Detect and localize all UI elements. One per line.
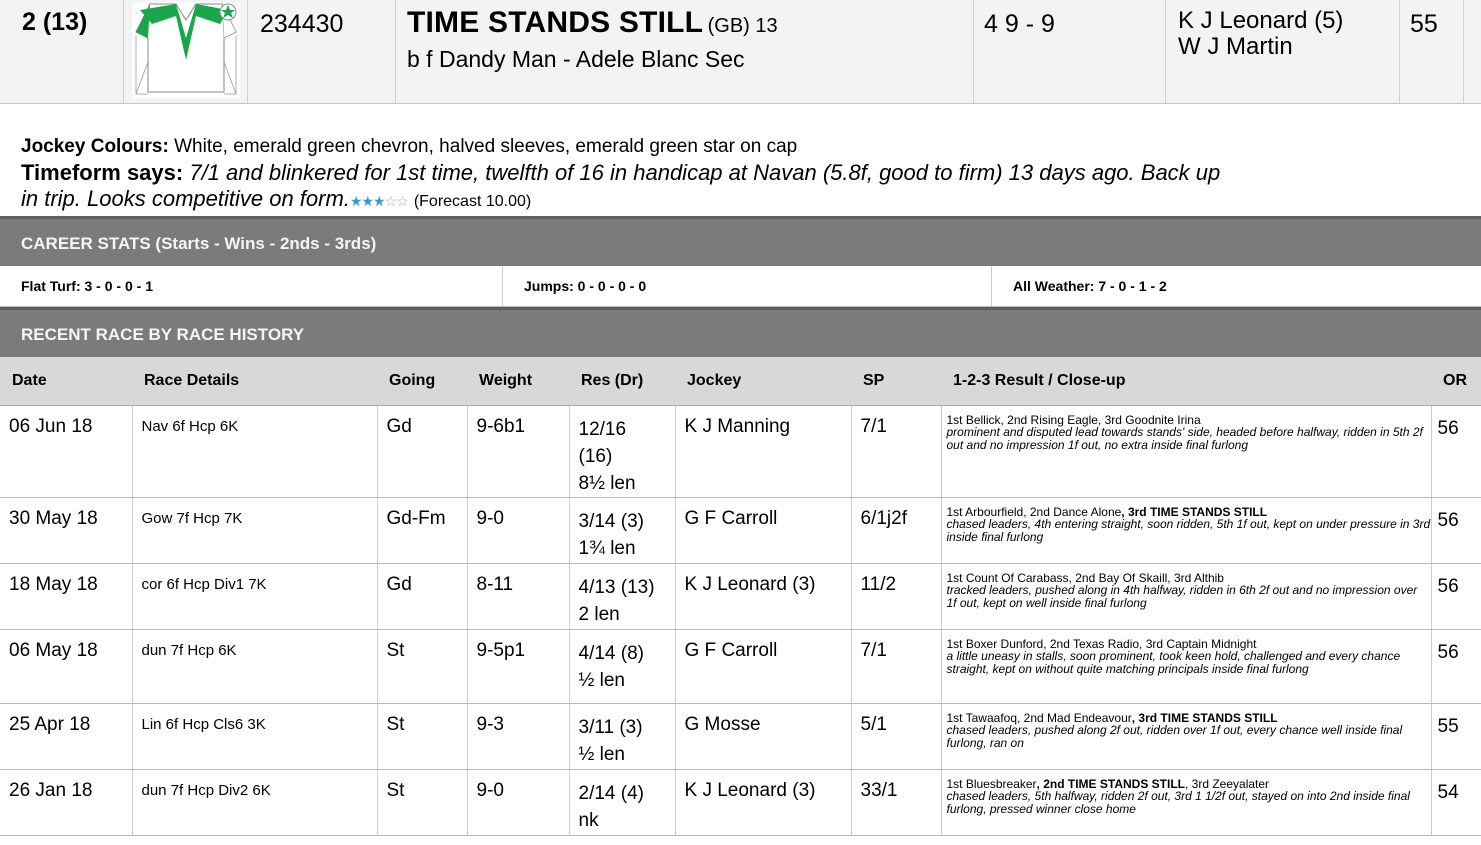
race-official-rating: 56	[1431, 405, 1481, 497]
race-details[interactable]: dun 7f Hcp 6K	[132, 629, 377, 703]
timeform-text-2: in trip. Looks competitive on form.	[21, 186, 350, 211]
runner-header	[0, 0, 1481, 104]
race-details[interactable]: Lin 6f Hcp Cls6 3K	[132, 703, 377, 769]
race-closeup	[941, 769, 1431, 835]
race-going: St	[377, 769, 467, 835]
timeform-text: 7/1 and blinkered for 1st time, twelfth of 16 in handicap at Navan (5.8f, good to firm) 13 days ago. Back up	[183, 160, 1221, 185]
race-jockey[interactable]: K J Leonard (3)	[675, 769, 851, 835]
race-sp: 7/1	[851, 629, 941, 703]
placings-text: 1st Boxer Dunford, 2nd Texas Radio, 3rd Captain Midnight	[946, 636, 1257, 651]
result-detail: nk	[578, 809, 599, 831]
race-jockey[interactable]: G F Carroll	[675, 497, 851, 563]
col-going-header[interactable]: Going	[377, 357, 467, 405]
race-going: Gd	[377, 563, 467, 629]
table-body	[0, 405, 1481, 835]
race-going: Gd-Fm	[377, 497, 467, 563]
race-sp: 6/1j2f	[851, 497, 941, 563]
stat-flat-turf: Flat Turf: 3 - 0 - 0 - 1	[0, 266, 503, 306]
race-details[interactable]: dun 7f Hcp Div2 6K	[132, 769, 377, 835]
race-weight: 9-0	[467, 497, 569, 563]
race-date: 06 Jun 18	[0, 405, 132, 497]
result-detail: 2 len	[578, 603, 620, 625]
race-jockey[interactable]: G Mosse	[675, 703, 851, 769]
race-comment: chased leaders, 5th halfway, ridden 2f out, 3rd 1 1/2f out, stayed on into 2nd inside final furlong, pressed winner close home	[946, 789, 1410, 816]
result-position: 12/16	[578, 418, 627, 440]
race-result	[569, 629, 675, 703]
result-detail: ½ len	[578, 743, 625, 765]
race-closeup	[941, 703, 1431, 769]
race-weight: 9-3	[467, 703, 569, 769]
placings-text: 1st Tawaafoq, 2nd Mad Endeavour	[946, 710, 1132, 725]
race-sp: 11/2	[851, 563, 941, 629]
race-jockey[interactable]: G F Carroll	[675, 629, 851, 703]
runner-info	[0, 104, 1481, 216]
race-jockey[interactable]: K J Leonard (3)	[675, 563, 851, 629]
race-comment: tracked leaders, pushed along in 4th halfway, ridden in 6th 2f out and no impression over 1f out, kept on well inside final furlong	[946, 583, 1418, 610]
col-weight-header[interactable]: Weight	[467, 357, 569, 405]
career-stats-header: CAREER STATS (Starts - Wins - 2nds - 3rds)	[0, 216, 1481, 266]
race-date: 18 May 18	[0, 563, 132, 629]
race-sp: 33/1	[851, 769, 941, 835]
result-detail: 1¾ len	[578, 537, 636, 559]
silk-cell	[124, 0, 248, 103]
race-comment: chased leaders, pushed along 2f out, ridden over 1f out, every chance well inside final furlong, ran on	[946, 723, 1403, 750]
form-figures: 234430	[248, 0, 396, 103]
race-result	[569, 769, 675, 835]
result-position: 3/11 (3)	[578, 716, 643, 738]
result-position: 4/13 (13)	[578, 576, 655, 598]
race-comment: prominent and disputed lead towards stands' side, headed before halfway, ridden in 5th 2f out and no impression 1f out, no extra inside final furlong	[946, 425, 1423, 452]
career-stats	[0, 266, 1481, 307]
race-weight: 8-11	[467, 563, 569, 629]
col-or-header[interactable]: OR	[1431, 357, 1481, 405]
table-row[interactable]	[0, 563, 1481, 629]
result-detail: (16)	[578, 445, 613, 467]
col-result-closeup-header[interactable]: 1-2-3 Result / Close-up	[941, 357, 1431, 405]
race-official-rating: 56	[1431, 497, 1481, 563]
result-position: 3/14 (3)	[578, 510, 644, 532]
horse-breeding: b f Dandy Man - Adele Blanc Sec	[407, 46, 745, 72]
race-date: 26 Jan 18	[0, 769, 132, 835]
table-row[interactable]	[0, 405, 1481, 497]
race-closeup	[941, 497, 1431, 563]
runner-number: 2 (13)	[0, 0, 124, 103]
race-comment: a little uneasy in stalls, soon prominent, took keen hold, challenged and every chance straight, kept on without quite matching principals inside final furlong	[946, 649, 1401, 676]
race-official-rating: 56	[1431, 563, 1481, 629]
official-rating: 55	[1400, 0, 1464, 103]
table-row[interactable]	[0, 629, 1481, 703]
placings-highlight: , 2nd TIME STANDS STILL	[1036, 776, 1185, 791]
race-date: 25 Apr 18	[0, 703, 132, 769]
trainer-name[interactable]: W J Martin	[1178, 33, 1293, 60]
header-spacer	[1464, 0, 1481, 103]
race-comment: chased leaders, 4th entering straight, soon ridden, 5th 1f out, kept on under pressure in 3rd inside final furlong	[946, 517, 1431, 544]
race-result	[569, 563, 675, 629]
horse-country-age: (GB) 13	[707, 15, 778, 37]
result-distance: 8½ len	[578, 472, 636, 494]
race-sp: 5/1	[851, 703, 941, 769]
jockey-trainer-cell	[1166, 0, 1400, 103]
col-race-details-header[interactable]: Race Details	[132, 357, 377, 405]
race-official-rating: 55	[1431, 703, 1481, 769]
race-closeup	[941, 405, 1431, 497]
jockey-colours-label: Jockey Colours:	[21, 136, 169, 157]
age-weight: 4 9 - 9	[974, 0, 1166, 103]
race-closeup	[941, 563, 1431, 629]
timeform-label: Timeform says:	[21, 160, 184, 185]
placings-text: 1st Arbourfield, 2nd Dance Alone	[946, 504, 1122, 519]
race-history-header: RECENT RACE BY RACE HISTORY	[0, 307, 1481, 357]
placings-text: 1st Bellick, 2nd Rising Eagle, 3rd Goodnite Irina	[946, 412, 1201, 427]
jockey-colours-text: White, emerald green chevron, halved sleeves, emerald green star on cap	[168, 136, 798, 157]
race-history-table	[0, 357, 1481, 836]
race-closeup	[941, 629, 1431, 703]
race-jockey[interactable]: K J Manning	[675, 405, 851, 497]
result-position: 2/14 (4)	[578, 782, 644, 804]
col-sp-header[interactable]: SP	[851, 357, 941, 405]
jockey-name[interactable]: K J Leonard (5)	[1178, 7, 1344, 34]
star-rating-icon: ★★★☆☆	[349, 193, 408, 209]
placings-highlight: , 3rd TIME STANDS STILL	[1131, 710, 1278, 725]
race-result	[569, 497, 675, 563]
race-details[interactable]: Nav 6f Hcp 6K	[132, 405, 377, 497]
timeform-says	[21, 160, 1481, 186]
race-going: St	[377, 629, 467, 703]
placings-tail: , 3rd Zeeyalater	[1185, 776, 1270, 791]
race-official-rating: 54	[1431, 769, 1481, 835]
jockey-colours	[21, 134, 1481, 160]
table-row[interactable]	[0, 769, 1481, 835]
forecast-price: (Forecast 10.00)	[413, 193, 532, 210]
result-position: 4/14 (8)	[578, 642, 644, 664]
timeform-says-line2	[21, 186, 1481, 215]
jockey-silk-icon	[132, 2, 240, 99]
race-official-rating: 56	[1431, 629, 1481, 703]
race-weight: 9-6b1	[467, 405, 569, 497]
race-details[interactable]: cor 6f Hcp Div1 7K	[132, 563, 377, 629]
race-weight: 9-0	[467, 769, 569, 835]
race-sp: 7/1	[851, 405, 941, 497]
stat-all-weather: All Weather: 7 - 0 - 1 - 2	[1013, 278, 1167, 294]
horse-name-cell	[396, 0, 974, 103]
race-date: 06 May 18	[0, 629, 132, 703]
race-date: 30 May 18	[0, 497, 132, 563]
col-jockey-header[interactable]: Jockey	[675, 357, 851, 405]
table-header-row	[0, 357, 1481, 405]
race-result	[569, 405, 675, 497]
race-going: Gd	[377, 405, 467, 497]
placings-highlight: , 3rd TIME STANDS STILL	[1121, 504, 1268, 519]
race-details[interactable]: Gow 7f Hcp 7K	[132, 497, 377, 563]
col-result-header[interactable]: Res (Dr)	[569, 357, 675, 405]
col-date-header[interactable]: Date	[0, 357, 132, 405]
result-detail: ½ len	[578, 669, 625, 691]
horse-name[interactable]: TIME STANDS STILL	[407, 6, 704, 39]
table-row[interactable]	[0, 703, 1481, 769]
placings-text: 1st Count Of Carabass, 2nd Bay Of Skaill, 3rd Althib	[946, 570, 1224, 585]
placings-text: 1st Bluesbreaker	[946, 776, 1037, 791]
race-weight: 9-5p1	[467, 629, 569, 703]
race-going: St	[377, 703, 467, 769]
stat-jumps: Jumps: 0 - 0 - 0 - 0	[503, 266, 992, 306]
race-result	[569, 703, 675, 769]
table-row[interactable]	[0, 497, 1481, 563]
